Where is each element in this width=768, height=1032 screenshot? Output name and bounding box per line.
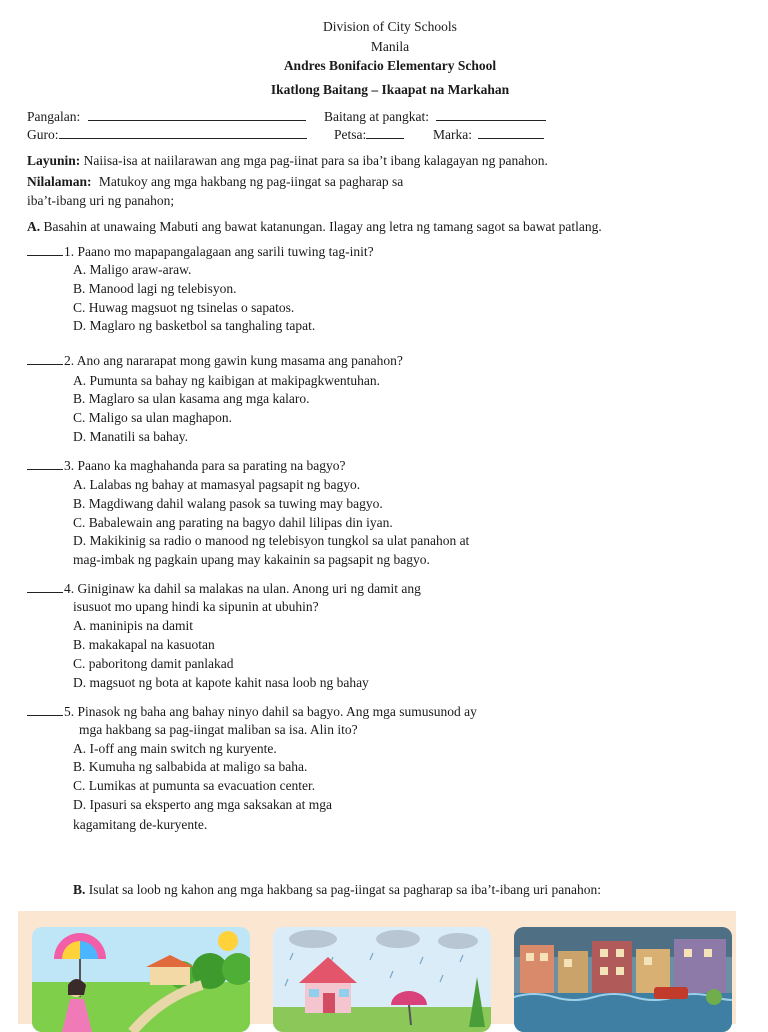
grade-label: Baitang at pangkat: bbox=[324, 109, 429, 124]
flood-weather-icon bbox=[514, 927, 732, 1032]
question-5: 5. Pinasok ng baha ang bahay ninyo dahil sa bagyo. Ang mga sumusunod ay bbox=[27, 704, 477, 720]
q3-option-d: D. Makikinig sa radio o manood ng telebisyon tungkol sa ulat panahon at bbox=[73, 533, 470, 548]
nilalaman-text: Matukoy ang mga hakbang ng pag-iingat sa pagharap sa bbox=[98, 174, 404, 189]
name-line[interactable] bbox=[88, 108, 306, 121]
division-line: Division of City Schools bbox=[323, 19, 457, 34]
q3-option-b: B. Magdiwang dahil walang pasok sa tuwing may bagyo. bbox=[73, 496, 383, 511]
q3-option-a: A. Lalabas ng bahay at mamasyal pagsapit ng bagyo. bbox=[73, 477, 361, 492]
part-b-instruction-line bbox=[73, 882, 601, 898]
q1-option-b: B. Manood lagi ng telebisyon. bbox=[73, 281, 237, 296]
score-label: Marka: bbox=[433, 127, 472, 142]
score-field[interactable] bbox=[433, 126, 544, 143]
question-4: 4. Giniginaw ka dahil sa malakas na ulan. Anong uri ng damit ang bbox=[27, 581, 421, 597]
teacher-field[interactable] bbox=[27, 126, 307, 143]
q3-option-c: C. Babalewain ang parating na bagyo dahil lilipas din iyan. bbox=[73, 515, 393, 530]
weather-illustration-band bbox=[18, 911, 736, 1024]
q2-option-a: A. Pumunta sa bahay ng kaibigan at makipagkwentuhan. bbox=[73, 373, 381, 388]
nilalaman-label: Nilalaman: bbox=[27, 174, 92, 189]
part-a-instruction-line bbox=[27, 219, 602, 235]
answer-blank-1[interactable] bbox=[27, 244, 63, 256]
q1-option-d: D. Maglaro ng basketbol sa tanghaling tapat. bbox=[73, 318, 316, 333]
q3-option-d-cont: mag-imbak ng pagkain upang may kakainin sa pagsapit ng bagyo. bbox=[73, 552, 430, 567]
q1-option-c: C. Huwag magsuot ng tsinelas o sapatos. bbox=[73, 300, 295, 315]
name-label: Pangalan: bbox=[27, 109, 81, 124]
layunin-line bbox=[27, 153, 548, 169]
q5-option-c: C. Lumikas at pumunta sa evacuation center. bbox=[73, 778, 316, 793]
part-a-instruction: Basahin at unawaing Mabuti ang bawat katanungan. Ilagay ang letra ng tamang sagot sa bawat patlang. bbox=[43, 219, 602, 234]
question-3: 3. Paano ka maghahanda para sa parating na bagyo? bbox=[27, 458, 346, 474]
answer-blank-5[interactable] bbox=[27, 704, 63, 716]
grade-line[interactable] bbox=[436, 108, 546, 121]
quarter-title: Ikatlong Baitang – Ikaapat na Markahan bbox=[270, 82, 510, 97]
question-2: 2. Ano ang nararapat mong gawin kung masama ang panahon? bbox=[27, 353, 403, 369]
q4-option-a: A. maninipis na damit bbox=[73, 618, 193, 633]
part-a-label: A. bbox=[27, 219, 41, 234]
q5-option-d: D. Ipasuri sa eksperto ang mga saksakan at mga bbox=[73, 797, 333, 812]
name-field[interactable] bbox=[27, 108, 306, 125]
date-field[interactable] bbox=[334, 126, 404, 143]
q5-option-a: A. I-off ang main switch ng kuryente. bbox=[73, 741, 277, 756]
nilalaman-text-cont: iba’t-ibang uri ng panahon; bbox=[27, 193, 175, 208]
grade-section-field[interactable] bbox=[324, 108, 546, 125]
question-5-cont: mga hakbang sa pag-iingat maliban sa isa. Alin ito? bbox=[79, 722, 358, 737]
q5-option-d-cont: kagamitang de-kuryente. bbox=[73, 817, 208, 832]
q2-option-d: D. Manatili sa bahay. bbox=[73, 429, 188, 444]
q2-option-c: C. Maligo sa ulan maghapon. bbox=[73, 410, 232, 425]
school-name: Andres Bonifacio Elementary School bbox=[283, 58, 497, 73]
question-4-cont: isusuot mo upang hindi ka sipunin at ubuhin? bbox=[73, 599, 319, 614]
q1-option-a: A. Maligo araw-araw. bbox=[73, 262, 192, 277]
q2-option-b: B. Maglaro sa ulan kasama ang mga kalaro. bbox=[73, 391, 310, 406]
nilalaman-line bbox=[27, 174, 403, 190]
q4-option-d: D. magsuot ng bota at kapote kahit nasa loob ng bahay bbox=[73, 675, 369, 690]
date-label: Petsa: bbox=[334, 127, 367, 142]
part-b-instruction: Isulat sa loob ng kahon ang mga hakbang sa pag-iingat sa pagharap sa iba’t-ibang uri panahon: bbox=[88, 882, 601, 897]
question-1: 1. Paano mo mapapangalagaan ang sarili tuwing tag-init? bbox=[27, 244, 374, 260]
city-line: Manila bbox=[370, 39, 410, 54]
layunin-text: Naiisa-isa at naiilarawan ang mga pag-iinat para sa iba’t ibang kalagayan ng panahon. bbox=[83, 153, 548, 168]
layunin-label: Layunin: bbox=[27, 153, 81, 168]
teacher-line[interactable] bbox=[59, 126, 307, 139]
teacher-label: Guro: bbox=[27, 127, 59, 142]
score-line[interactable] bbox=[478, 126, 544, 139]
date-line[interactable] bbox=[366, 126, 404, 139]
part-b-label: B. bbox=[73, 882, 86, 897]
rainy-weather-icon bbox=[273, 927, 491, 1032]
q4-option-b: B. makakapal na kasuotan bbox=[73, 637, 215, 652]
q4-option-c: C. paboritong damit panlakad bbox=[73, 656, 234, 671]
answer-blank-3[interactable] bbox=[27, 458, 63, 470]
answer-blank-2[interactable] bbox=[27, 353, 63, 365]
answer-blank-4[interactable] bbox=[27, 581, 63, 593]
q5-option-b: B. Kumuha ng salbabida at maligo sa baha. bbox=[73, 759, 308, 774]
sunny-weather-icon bbox=[32, 927, 250, 1032]
